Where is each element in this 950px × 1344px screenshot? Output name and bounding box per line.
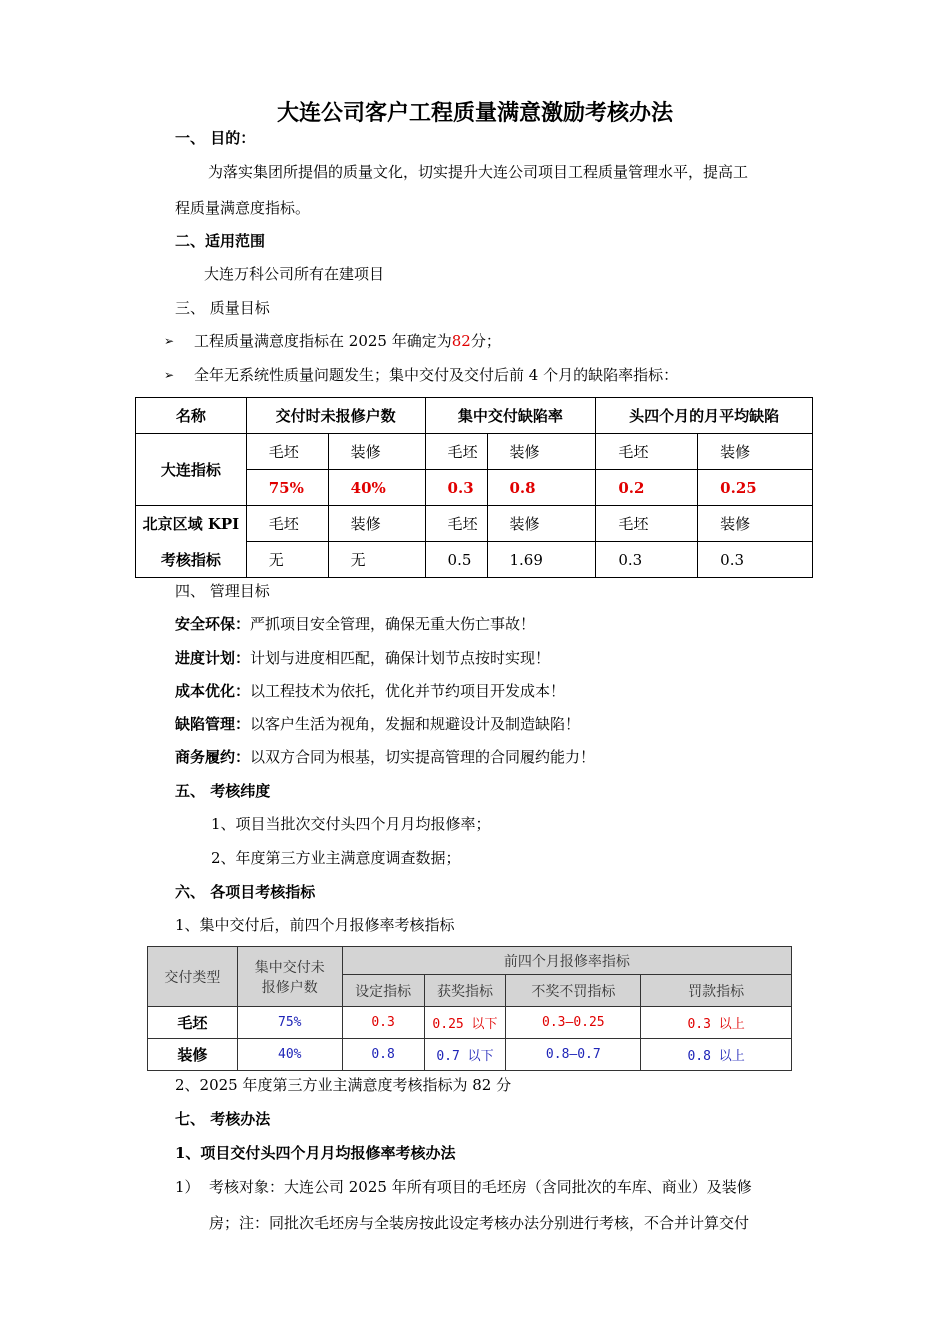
section-3-heading: 三、 质量目标 xyxy=(175,299,270,317)
management-item-defect: 缺陷管理：以客户生活为视角，发掘和规避设计及制造缺陷！ xyxy=(175,715,581,733)
row-label-rough: 毛坯 xyxy=(148,1007,238,1039)
section-4-heading: 四、 管理目标 xyxy=(175,582,270,600)
header-four-month-repair-rate: 前四个月报修率指标 xyxy=(342,947,791,975)
table-row xyxy=(148,1007,792,1039)
section-7-paragraph-line-1: 考核对象：大连公司 2025 年所有项目的毛坯房（含同批次的车库、商业）及装修 xyxy=(209,1178,752,1196)
table-cell: 装修 xyxy=(698,434,813,470)
table-cell: 无 xyxy=(328,542,425,578)
table-cell: 0.25 以下 xyxy=(424,1007,506,1039)
section-6-sub-2: 2、2025 年度第三方业主满意度考核指标为 82 分 xyxy=(175,1076,512,1094)
management-item-contract: 商务履约：以双方合同为根基，切实提高管理的合同履约能力！ xyxy=(175,748,596,766)
row-label-beijing-kpi: 北京区域 KPI xyxy=(136,506,247,542)
table-cell: 0.3 xyxy=(596,542,698,578)
table-cell: 1.69 xyxy=(487,542,596,578)
management-item-cost: 成本优化：以工程技术为依托，优化并节约项目开发成本！ xyxy=(175,682,566,700)
table-cell: 75% xyxy=(237,1007,342,1039)
header-name: 名称 xyxy=(136,398,247,434)
section-3-bullet-1: 工程质量满意度指标在 2025 年确定为82分； xyxy=(194,332,501,350)
table-header-row xyxy=(148,947,792,975)
table-cell: 装修 xyxy=(328,506,425,542)
table-cell: 0.3 xyxy=(698,542,813,578)
row-label-assessment-index: 考核指标 xyxy=(136,542,247,578)
section-5-item-2: 2、年度第三方业主满意度调查数据； xyxy=(211,849,461,867)
header-neutral-index: 不奖不罚指标 xyxy=(506,975,641,1007)
table-header-row xyxy=(136,398,813,434)
header-four-month-defect: 头四个月的月平均缺陷 xyxy=(596,398,813,434)
table-cell: 0.3—0.25 xyxy=(506,1007,641,1039)
table-cell: 40% xyxy=(328,470,425,506)
table-cell: 75% xyxy=(246,470,328,506)
header-delivery-type: 交付类型 xyxy=(148,947,238,1007)
table-cell: 0.8 以上 xyxy=(641,1039,792,1071)
table-cell: 0.8 xyxy=(342,1039,424,1071)
table-cell: 装修 xyxy=(487,506,596,542)
table-cell: 0.3 xyxy=(342,1007,424,1039)
section-1-heading: 一、 目的： xyxy=(175,129,256,147)
section-3-bullet-2: 全年无系统性质量问题发生；集中交付及交付后前 4 个月的缺陷率指标： xyxy=(194,366,679,384)
header-set-index: 设定指标 xyxy=(342,975,424,1007)
table-cell: 毛坯 xyxy=(246,434,328,470)
section-7-sub-1: 1、项目交付头四个月月均报修率考核办法 xyxy=(175,1144,456,1162)
table-row xyxy=(148,1039,792,1071)
section-5-heading: 五、 考核纬度 xyxy=(175,782,271,800)
table-cell: 0.25 xyxy=(698,470,813,506)
row-label-finished: 装修 xyxy=(148,1039,238,1071)
section-2-paragraph: 大连万科公司所有在建项目 xyxy=(204,265,385,283)
table-cell: 0.2 xyxy=(596,470,698,506)
header-unreported-units: 交付时未报修户数 xyxy=(246,398,425,434)
section-7-heading: 七、 考核办法 xyxy=(175,1110,271,1128)
table-cell: 40% xyxy=(237,1039,342,1071)
quality-target-table xyxy=(135,397,813,578)
repair-rate-table xyxy=(147,946,792,1071)
section-1-paragraph-line-2: 程质量满意度指标。 xyxy=(175,199,311,217)
section-2-heading: 二、适用范围 xyxy=(175,232,266,250)
section-6-heading: 六、 各项目考核指标 xyxy=(175,883,316,901)
table-cell: 毛坯 xyxy=(596,506,698,542)
header-penalty-index: 罚款指标 xyxy=(641,975,792,1007)
target-score: 82 xyxy=(451,332,471,350)
table-cell: 无 xyxy=(246,542,328,578)
table-cell: 装修 xyxy=(698,506,813,542)
management-item-safety: 安全环保：严抓项目安全管理，确保无重大伤亡事故！ xyxy=(175,615,536,633)
header-delivery-defect-rate: 集中交付缺陷率 xyxy=(425,398,596,434)
table-cell: 0.7 以下 xyxy=(424,1039,506,1071)
table-cell: 毛坯 xyxy=(596,434,698,470)
table-cell: 0.8 xyxy=(487,470,596,506)
table-cell: 毛坯 xyxy=(425,434,487,470)
bullet-arrow-icon: ➢ xyxy=(164,334,175,348)
table-row xyxy=(136,434,813,470)
bullet-arrow-icon: ➢ xyxy=(164,368,175,382)
section-6-sub-1: 1、集中交付后，前四个月报修率考核指标 xyxy=(175,916,455,934)
row-label-dalian: 大连指标 xyxy=(136,434,247,506)
header-unreported-units: 集中交付未 报修户数 xyxy=(237,947,342,1007)
management-item-schedule: 进度计划：计划与进度相匹配，确保计划节点按时实现！ xyxy=(175,649,551,667)
table-cell: 装修 xyxy=(487,434,596,470)
section-5-item-1: 1、项目当批次交付头四个月月均报修率； xyxy=(211,815,491,833)
table-row xyxy=(136,506,813,542)
table-cell: 0.8—0.7 xyxy=(506,1039,641,1071)
table-cell: 装修 xyxy=(328,434,425,470)
table-cell: 0.5 xyxy=(425,542,487,578)
table-cell: 毛坯 xyxy=(425,506,487,542)
table-cell: 0.3 xyxy=(425,470,487,506)
paragraph-number: 1） xyxy=(175,1178,200,1196)
table-row xyxy=(136,542,813,578)
table-cell: 毛坯 xyxy=(246,506,328,542)
section-1-paragraph-line-1: 为落实集团所提倡的质量文化，切实提升大连公司项目工程质量管理水平，提高工 xyxy=(208,163,749,181)
table-cell: 0.3 以上 xyxy=(641,1007,792,1039)
document-title: 大连公司客户工程质量满意激励考核办法 xyxy=(276,100,673,126)
header-award-index: 获奖指标 xyxy=(424,975,506,1007)
section-7-paragraph-line-2: 房；注：同批次毛坯房与全装房按此设定考核办法分别进行考核，不合并计算交付 xyxy=(209,1214,750,1232)
